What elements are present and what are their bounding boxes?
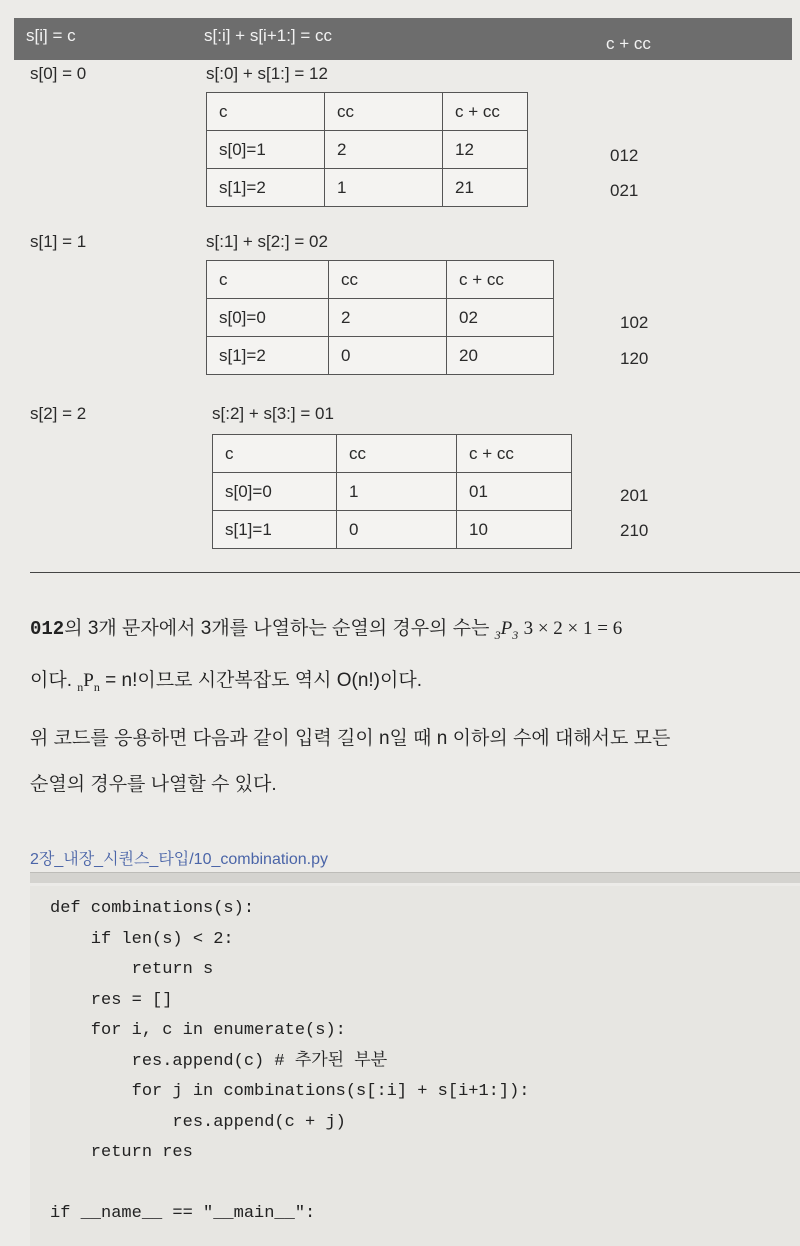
cell: 2 — [325, 131, 443, 169]
block0-result-1: 012 — [610, 146, 639, 165]
cell: c — [213, 435, 337, 473]
inline-code-012: 012 — [30, 618, 65, 640]
cell: cc — [337, 435, 457, 473]
cell: 1 — [337, 473, 457, 511]
cell: 01 — [457, 473, 572, 511]
cell: s[0]=1 — [207, 131, 325, 169]
block2-result-1: 201 — [620, 486, 649, 505]
para1-line2a: 이다. — [30, 669, 78, 691]
block0-expr: s[:0] + s[1:] = 12 — [206, 64, 328, 83]
cell: 1 — [325, 169, 443, 207]
code-block — [30, 886, 800, 1246]
cell: c + cc — [447, 261, 554, 299]
para1-line2b: = n!이므로 시간복잡도 역시 O(n!)이다. — [99, 669, 423, 691]
cell: c + cc — [457, 435, 572, 473]
block1-label: s[1] = 1 — [30, 232, 87, 251]
cell: c — [207, 93, 325, 131]
cell: s[0]=0 — [207, 299, 329, 337]
cell: c + cc — [443, 93, 528, 131]
block1-expr: s[:1] + s[2:] = 02 — [206, 232, 328, 251]
cell: s[1]=1 — [213, 511, 337, 549]
block0-label: s[0] = 0 — [30, 64, 87, 83]
file-path-caption: 2장_내장_시퀀스_타입/10_combination.py — [30, 851, 328, 868]
block1-table — [206, 260, 554, 375]
code-text: def combinations(s): if len(s) < 2: return s res = [] for i, c in enumerate(s): res.append(c) # 추가된 부분 for j in combinations(s[:i] + s[i+1:]): res.append(c + j) return res if __name__ == "__main__": — [50, 899, 530, 1223]
section-divider — [30, 572, 800, 573]
block0-table — [206, 92, 528, 207]
cell: 12 — [443, 131, 528, 169]
block1-result-2: 120 — [620, 349, 649, 368]
cell: cc — [325, 93, 443, 131]
header-col-si: s[i] = c — [26, 26, 76, 45]
header-col-cc: s[:i] + s[i+1:] = cc — [204, 26, 333, 45]
cell: 02 — [447, 299, 554, 337]
cell: 0 — [337, 511, 457, 549]
cell: s[1]=2 — [207, 169, 325, 207]
perm-symbol-3p3: $_3P_3$ — [494, 618, 519, 642]
block2-table — [212, 434, 572, 549]
para2-line1: 위 코드를 응용하면 다음과 같이 입력 길이 n일 때 n 이하의 수에 대해서도 모든 — [30, 728, 671, 749]
cell: 10 — [457, 511, 572, 549]
para1-text: 의 3개 문자에서 3개를 나열하는 순열의 경우의 수는 — [64, 618, 495, 639]
cell: s[0]=0 — [213, 473, 337, 511]
cell: c — [207, 261, 329, 299]
block0-result-2: 021 — [610, 181, 639, 200]
cell: 20 — [447, 337, 554, 375]
cell: cc — [329, 261, 447, 299]
paragraph-apply — [30, 716, 800, 808]
cell: 2 — [329, 299, 447, 337]
paragraph-permutation — [30, 606, 800, 710]
cell: 21 — [443, 169, 528, 207]
para2-line2: 순열의 경우를 나열할 수 있다. — [30, 774, 277, 795]
perm-formula: 3 × 2 × 1 = 6 — [523, 618, 623, 639]
caption-underline — [30, 872, 800, 883]
block2-label: s[2] = 2 — [30, 404, 87, 423]
perm-symbol-npn: $_nP_n$ — [77, 669, 100, 694]
header-col-ccc: c + cc — [606, 34, 651, 53]
block1-result-1: 102 — [620, 313, 649, 332]
table-header-bar — [14, 18, 792, 60]
cell: s[1]=2 — [207, 337, 329, 375]
block2-result-2: 210 — [620, 521, 649, 540]
block2-expr: s[:2] + s[3:] = 01 — [212, 404, 334, 423]
cell: 0 — [329, 337, 447, 375]
